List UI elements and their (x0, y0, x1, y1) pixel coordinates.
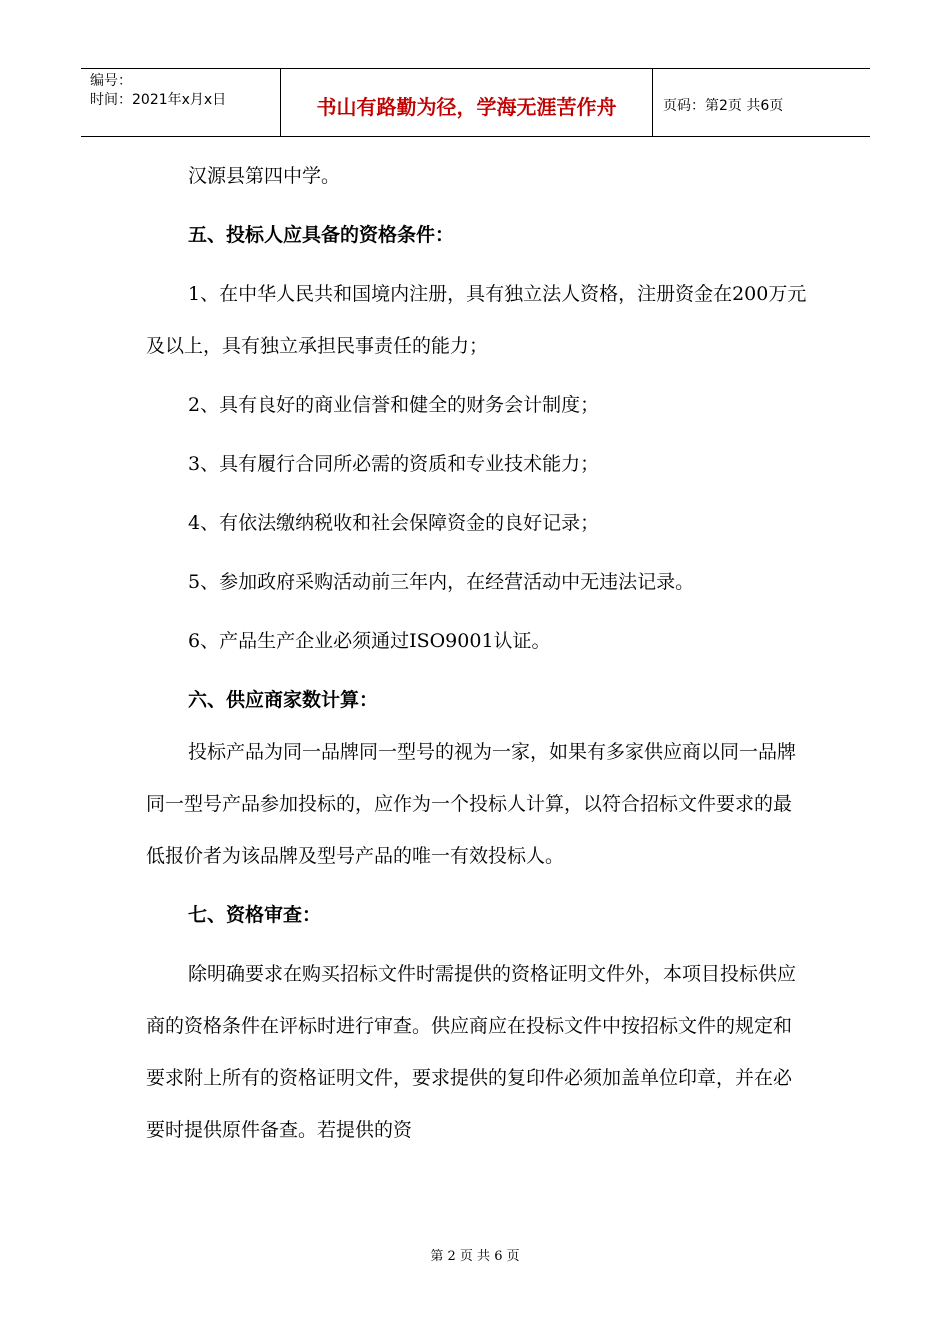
qualification-item-4: 4、有依法缴纳税收和社会保障资金的良好记录； (188, 512, 600, 534)
qualification-item-2: 2、具有良好的商业信誉和健全的财务会计制度； (188, 394, 600, 416)
paragraph-supplier-count: 投标产品为同一品牌同一型号的视为一家，如果有多家供应商以同一品牌同一型号产品参加投标的，应作为一个投标人计算，以符合招标文件要求的最低报价者为该品牌及型号产品的唯一有效投标人。 (146, 741, 797, 867)
qualification-item-6: 6、产品生产企业必须通过ISO9001认证。 (188, 630, 551, 652)
document-body (146, 150, 808, 1156)
paragraph-school: 汉源县第四中学。 (188, 165, 341, 187)
header-meta (81, 69, 281, 136)
document-date: 时间：2021年x月x日 (90, 92, 227, 108)
qualification-item-5: 5、参加政府采购活动前三年内，在经营活动中无违法记录。 (188, 571, 695, 593)
section-heading-qualification-review: 七、资格审查： (188, 904, 322, 926)
paragraph-qualification-review: 除明确要求在购买招标文件时需提供的资格证明文件外，本项目投标供应商的资格条件在评标时进行审查。供应商应在投标文件中按招标文件的规定和要求附上所有的资格证明文件，要求提供的复印件必须加盖单位印章，并在必要时提供原件备查。若提供的资 (146, 963, 797, 1141)
document-number-label: 编号： (90, 73, 132, 89)
qualification-item-1: 1、在中华人民共和国境内注册，具有独立法人资格，注册资金在200万元及以上，具有独立承担民事责任的能力； (146, 283, 807, 357)
header-motto: 书山有路勤为径，学海无涯苦作舟 (281, 69, 653, 136)
page-footer: 第 2 页 共 6 页 (430, 1249, 520, 1264)
section-heading-qualifications: 五、投标人应具备的资格条件： (188, 224, 455, 246)
page-header (81, 68, 870, 137)
section-heading-supplier-count: 六、供应商家数计算： (188, 689, 379, 711)
qualification-item-3: 3、具有履行合同所必需的资质和专业技术能力； (188, 453, 600, 475)
header-page-info: 页码：第2页 共6页 (663, 97, 784, 114)
